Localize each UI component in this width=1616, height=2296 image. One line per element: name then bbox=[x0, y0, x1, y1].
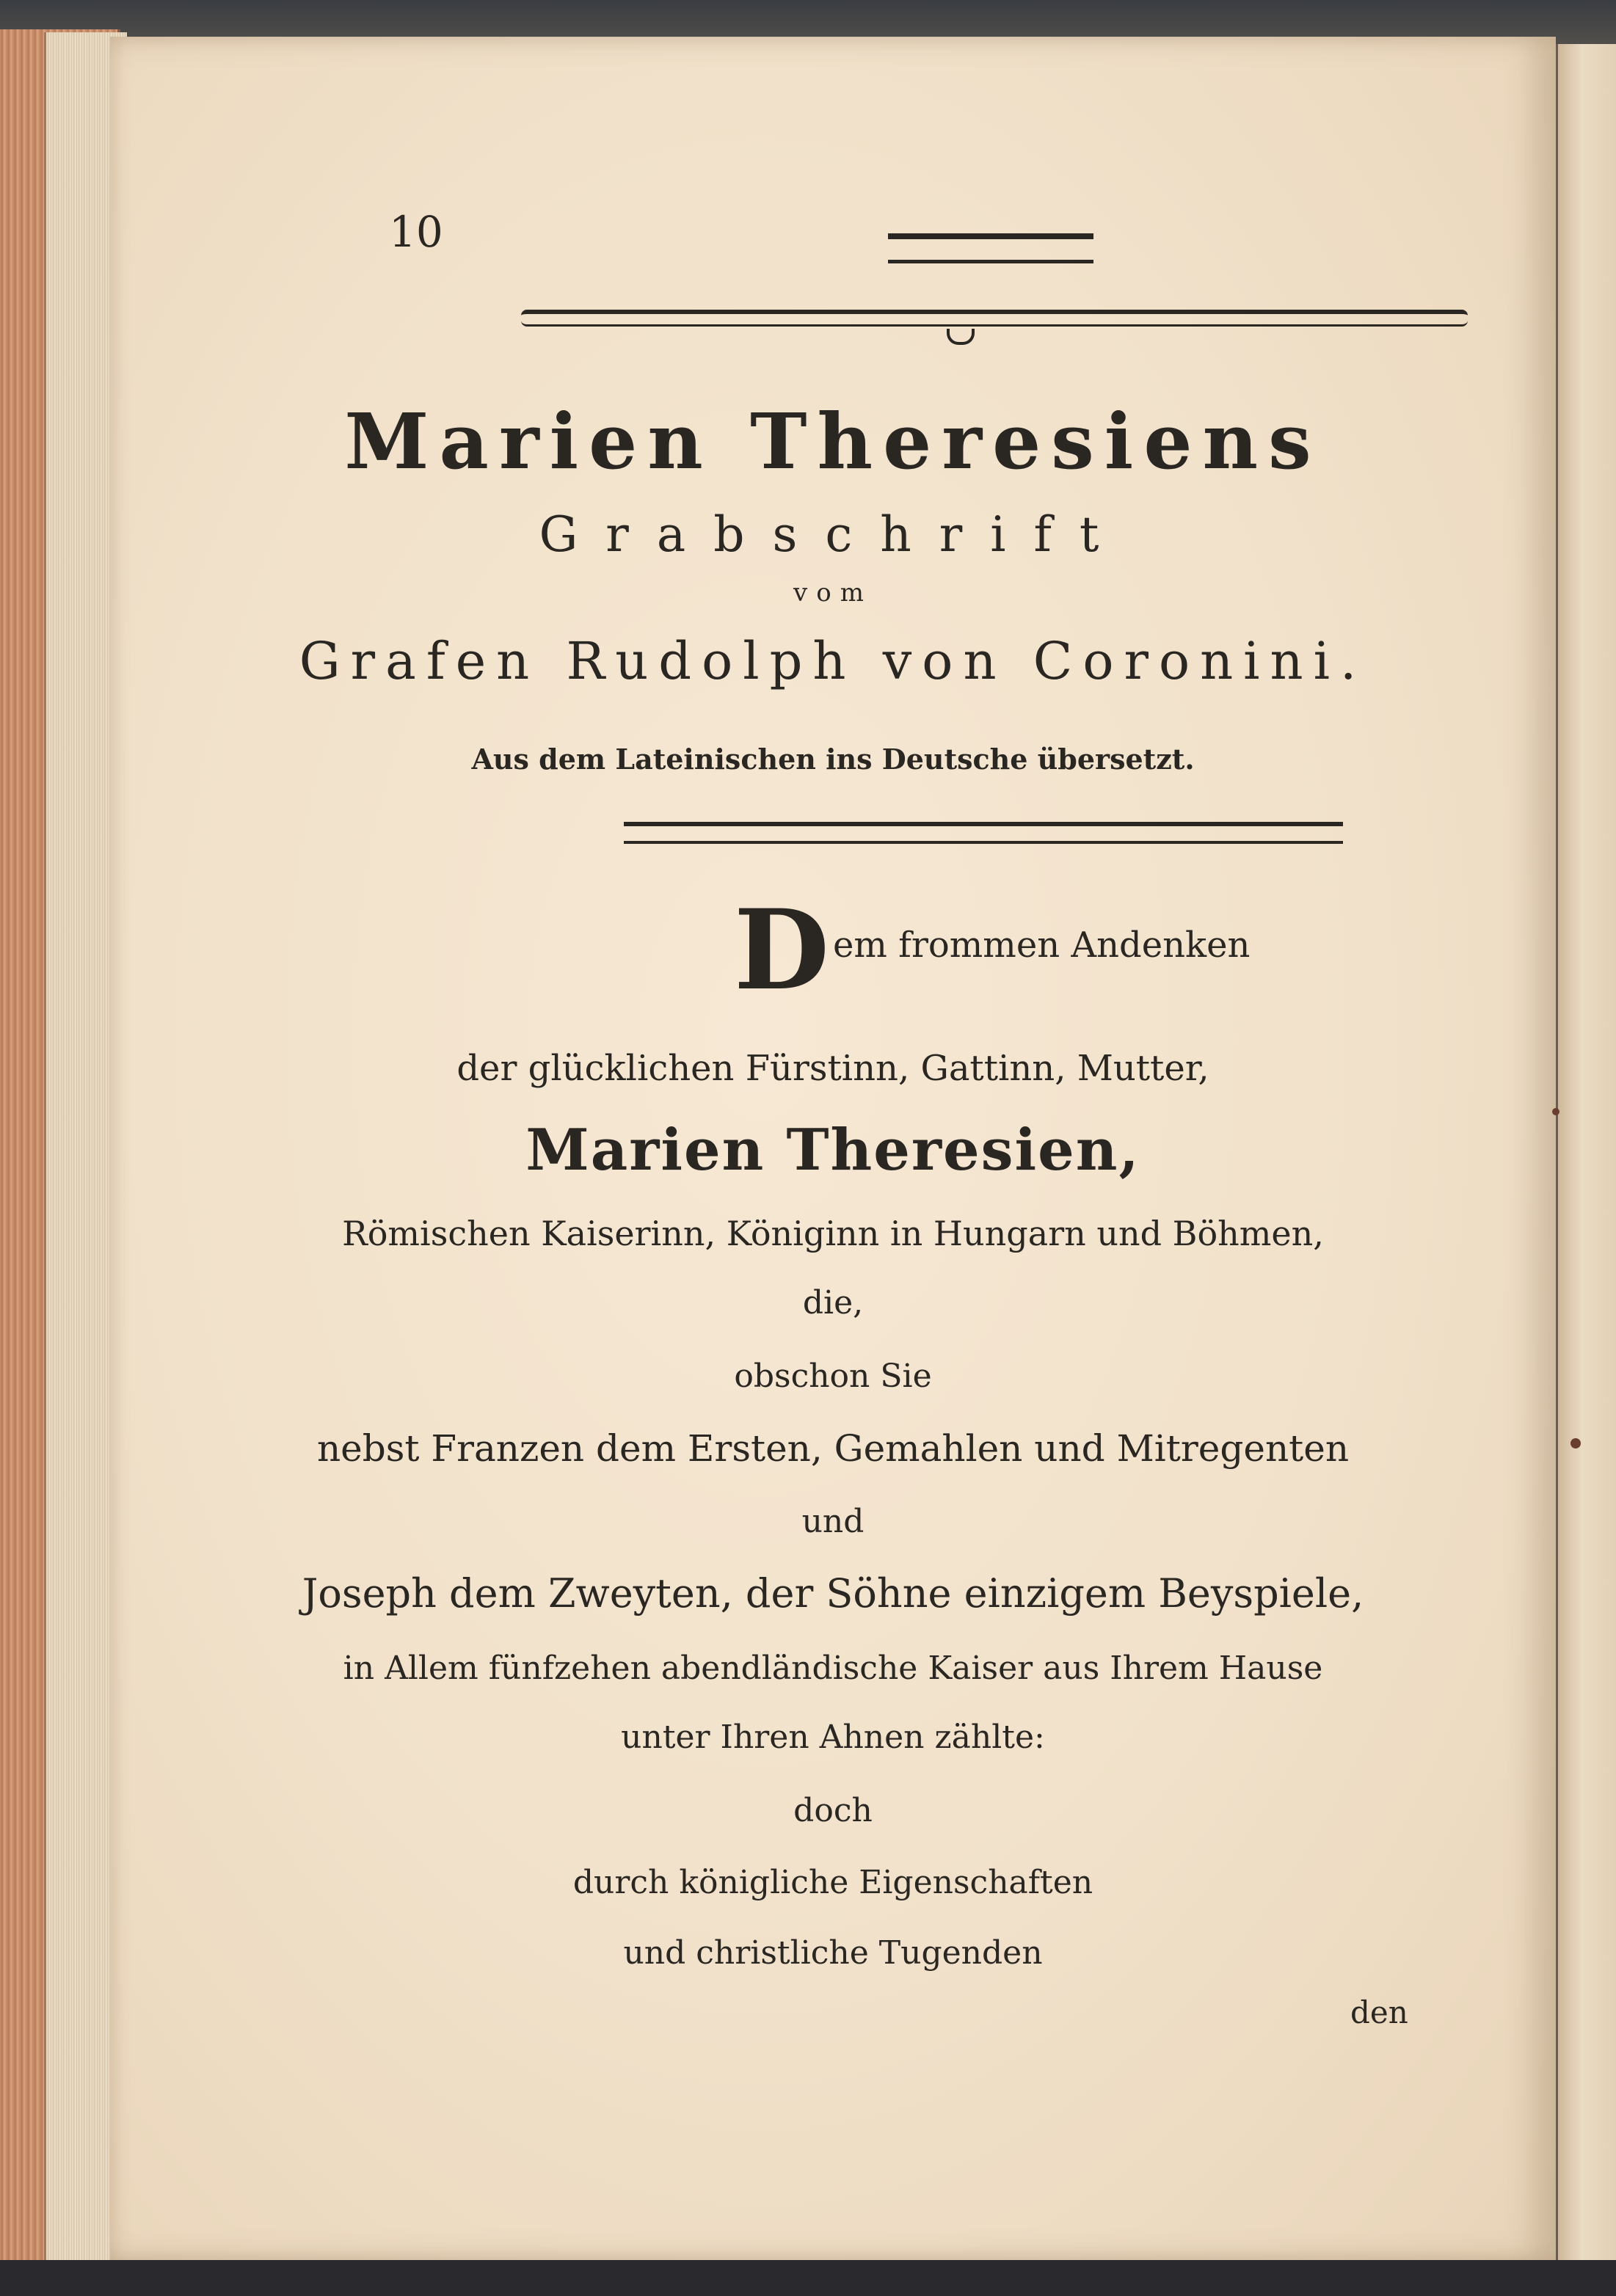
text-line-8: und bbox=[801, 1503, 865, 1540]
byline-vom: vom bbox=[793, 578, 873, 608]
drop-cap-initial: D bbox=[734, 886, 830, 1015]
paper-stain bbox=[1552, 1108, 1559, 1115]
scan-background-bottom bbox=[0, 2260, 1616, 2296]
catchword: den bbox=[1350, 1994, 1408, 2030]
epitaph-title: Marien Theresiens bbox=[344, 396, 1322, 486]
flourish-center-ornament bbox=[947, 329, 975, 345]
text-line-12: doch bbox=[793, 1792, 873, 1829]
text-line-13: durch königliche Eigenschaften bbox=[572, 1864, 1093, 1901]
text-line-6: obschon Sie bbox=[734, 1357, 932, 1395]
double-rule-divider bbox=[624, 822, 1343, 844]
text-line-7: nebst Franzen dem Ersten, Gemahlen und Mitregenten bbox=[316, 1427, 1350, 1470]
translation-note: Aus dem Lateinischen ins Deutsche übersetzt. bbox=[471, 743, 1195, 776]
epitaph-subtitle: Grabschrift bbox=[539, 506, 1127, 563]
text-line-1 bbox=[734, 925, 1250, 966]
text-line-2: der glücklichen Fürstinn, Gattinn, Mutter, bbox=[456, 1048, 1209, 1089]
header-ornament bbox=[888, 233, 1093, 263]
text-line-4: Römischen Kaiserinn, Königinn in Hungarn und Böhmen, bbox=[342, 1214, 1324, 1253]
text-line-9: Joseph dem Zweyten, der Söhne einzigem Beyspiele, bbox=[302, 1570, 1364, 1617]
text-line-5: die, bbox=[802, 1284, 864, 1322]
title-flourish-rule bbox=[521, 310, 1468, 327]
facing-page-edge bbox=[1556, 44, 1616, 2267]
text-line-10: in Allem fünfzehen abendländische Kaiser aus Ihrem Hause bbox=[343, 1650, 1323, 1687]
page-number: 10 bbox=[389, 207, 443, 257]
text-line-1-rest: em frommen Andenken bbox=[833, 925, 1251, 966]
text-line-3-name: Marien Theresien, bbox=[525, 1117, 1140, 1184]
paper-stain bbox=[1570, 1438, 1581, 1448]
text-line-14: und christliche Tugenden bbox=[623, 1934, 1043, 1972]
text-line-11: unter Ihren Ahnen zählte: bbox=[621, 1719, 1045, 1756]
author-line: Grafen Rudolph von Coronini. bbox=[299, 631, 1367, 691]
book-page bbox=[110, 37, 1556, 2260]
